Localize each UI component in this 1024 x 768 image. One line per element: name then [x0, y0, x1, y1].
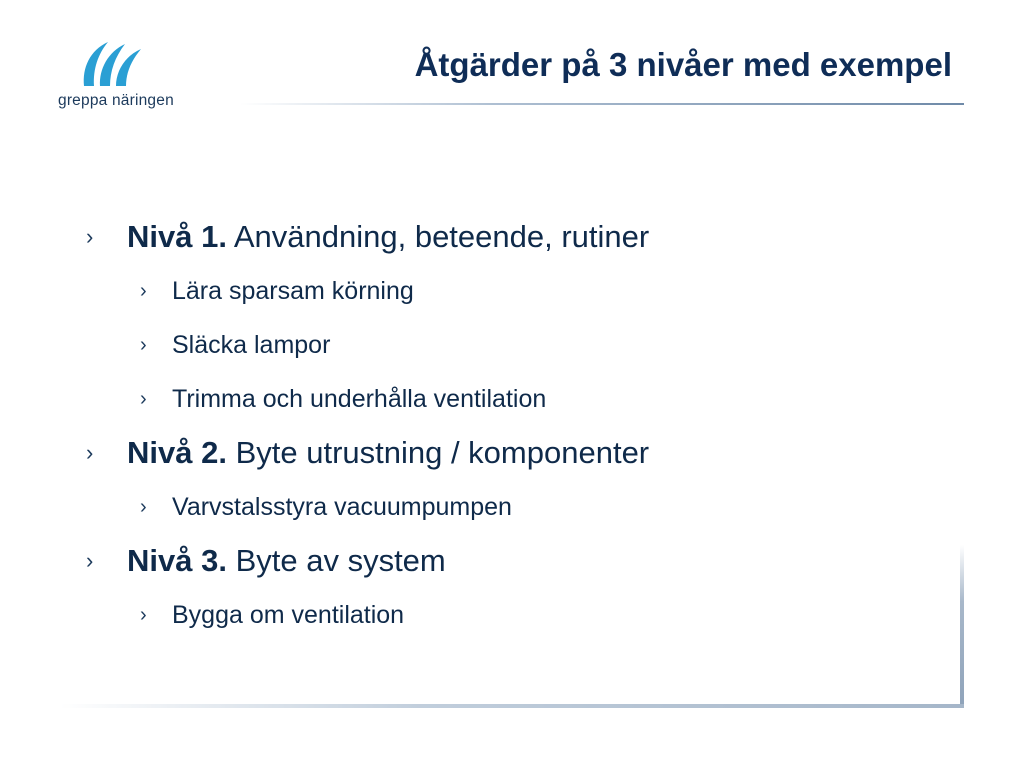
title-underline: [240, 103, 964, 105]
level-label: Nivå 3.: [127, 543, 227, 578]
bullet-chevron-icon: ›: [140, 604, 147, 626]
sub-item: [86, 318, 946, 372]
sub-item: [86, 480, 946, 534]
logo-text: greppa näringen: [58, 92, 174, 109]
sub-item-text: Trimma och underhålla ventilation: [172, 385, 547, 413]
level-label: Nivå 2.: [127, 435, 227, 470]
level-label: Nivå 1.: [127, 219, 227, 254]
bullet-chevron-icon: ›: [86, 224, 94, 249]
sub-item-text: Varvstalsstyra vacuumpumpen: [172, 493, 512, 521]
bullet-chevron-icon: ›: [140, 334, 147, 356]
bullet-chevron-icon: ›: [140, 280, 147, 302]
page-title: Åtgärder på 3 nivåer med exempel: [414, 46, 952, 83]
bullet-chevron-icon: ›: [86, 548, 94, 573]
level-3-item: [86, 534, 946, 588]
bullet-chevron-icon: ›: [140, 496, 147, 518]
sub-item-text: Släcka lampor: [172, 331, 331, 359]
greppa-naringen-logo: [58, 38, 198, 118]
frame-right-border: [960, 545, 964, 707]
bullet-chevron-icon: ›: [86, 440, 94, 465]
sub-item: [86, 588, 946, 642]
logo-swoosh-icon: [78, 38, 158, 88]
sub-item-text: Lära sparsam körning: [172, 277, 414, 305]
frame-bottom-border: [60, 704, 964, 708]
bullet-chevron-icon: ›: [140, 388, 147, 410]
sub-item-text: Bygga om ventilation: [172, 601, 405, 629]
level-1-item: [86, 210, 946, 264]
bullet-list: [86, 210, 946, 642]
level-2-item: [86, 426, 946, 480]
sub-item: [86, 264, 946, 318]
sub-item: [86, 372, 946, 426]
level-text: Byte av system: [226, 543, 446, 578]
level-text: Byte utrustning / komponenter: [226, 435, 650, 470]
level-text: Användning, beteende, rutiner: [226, 219, 650, 254]
